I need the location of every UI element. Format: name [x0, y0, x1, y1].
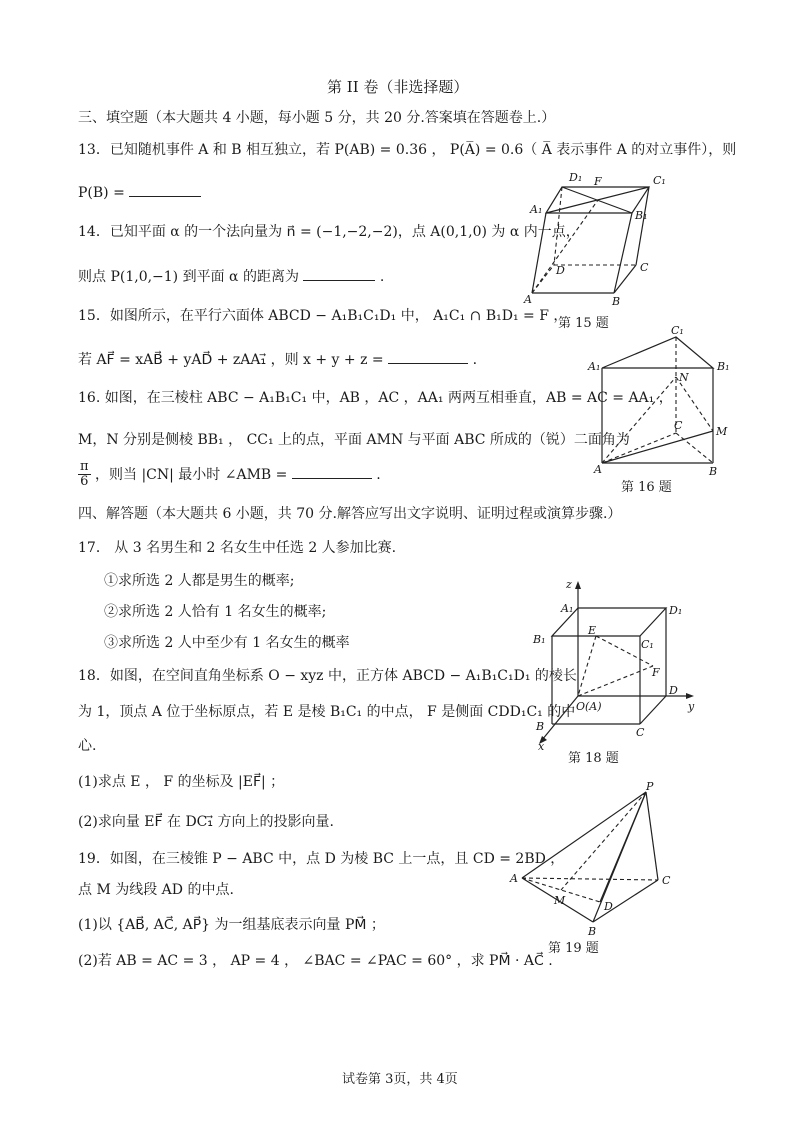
- fig16-label-B: B: [709, 465, 718, 478]
- fig16-label-M: M: [716, 425, 728, 438]
- fig15-label-C: C: [640, 261, 649, 274]
- figure-16-prism: [588, 325, 738, 495]
- q14-line2: 则点 P(1,0,−1) 到平面 α 的距离为 .: [78, 266, 384, 286]
- fig19-edge-PC: [646, 792, 658, 880]
- fig18-label-D1: D₁: [669, 604, 683, 617]
- q16-line3: $\frac{\pi}{6}$ ，则当 |CN| 最小时 ∠AMB = .: [80, 459, 381, 490]
- fig16-top-face: [602, 337, 713, 368]
- fig18-z-arrow-icon: [575, 581, 581, 589]
- fig15-diag-B1D1: [562, 187, 632, 213]
- q16-prefix: ，则当 |CN| 最小时 ∠AMB =: [95, 466, 288, 483]
- fig19-segment-PM: [561, 792, 646, 890]
- fig18-label-C: C: [636, 726, 645, 739]
- q16-line2: M，N 分别是侧棱 BB₁ ， CC₁ 上的点，平面 AMN 与平面 ABC 所成的（锐）二面角为: [78, 432, 630, 448]
- fig16-caption: 第 16 题: [621, 480, 672, 495]
- fig16-label-C: C: [674, 419, 683, 432]
- fig19-label-B: B: [588, 925, 597, 938]
- fig16-label-A1: A₁: [588, 360, 601, 373]
- q18-sub2: (2)求向量 EF⃗ 在 DC₁⃗ 方向上的投影向量.: [78, 814, 334, 830]
- q17-stem: 17． 从 3 名男生和 2 名女生中任选 2 人参加比赛.: [78, 540, 397, 556]
- fig18-segment-AF: [578, 666, 653, 696]
- q13-prefix: P(B) =: [78, 185, 125, 201]
- part4-heading: 四、解答题（本大题共 6 小题，共 70 分.解答应写出文字说明、证明过程或演算步骤.）: [78, 506, 622, 522]
- fig15-label-F: F: [594, 175, 602, 188]
- q19-line2: 点 M 为线段 AD 的中点.: [78, 882, 234, 898]
- fig16-label-B1: B₁: [717, 360, 730, 373]
- fig19-label-D: D: [604, 900, 613, 913]
- q18-line1: 18．如图，在空间直角坐标系 O − xyz 中，正方体 ABCD − A₁B₁C₁D₁ 的棱长: [78, 668, 577, 684]
- q15-line1: 15．如图所示，在平行六面体 ABCD − A₁B₁C₁D₁ 中， A₁C₁ ∩ B₁D₁ = F ，: [78, 308, 568, 324]
- q18-line3: 心.: [78, 738, 97, 754]
- fig18-label-x: x: [538, 740, 545, 753]
- q16-frac-num: π: [80, 459, 89, 474]
- fig16-edge-AC: [602, 433, 676, 463]
- fig18-label-E: E: [588, 624, 597, 637]
- q18-line2: 为 1，顶点 A 位于坐标原点，若 E 是棱 B₁C₁ 的中点， F 是侧面 CDD₁C₁ 的中: [78, 704, 576, 720]
- part3-heading: 三、填空题（本大题共 4 小题，每小题 5 分，共 20 分.答案填在答题卷上.）: [78, 110, 556, 126]
- fig15-label-D: D: [556, 264, 565, 277]
- figure-15-parallelepiped: [514, 165, 664, 335]
- fig18-label-B1: B₁: [533, 633, 546, 646]
- fig18-caption: 第 18 题: [568, 751, 619, 766]
- fig18-label-y: y: [688, 700, 695, 713]
- figure-18-cube: [528, 578, 703, 768]
- fig18-label-B: B: [536, 720, 545, 733]
- fig15-label-A1: A₁: [530, 203, 543, 216]
- fig19-caption: 第 19 题: [548, 941, 599, 956]
- section-title: 第 II 卷（非选择题）: [327, 78, 469, 96]
- fig15-label-D1: D₁: [569, 171, 583, 184]
- figure-19-pyramid: [508, 780, 688, 958]
- fig18-edge-CD: [640, 696, 666, 724]
- fig18-label-O: O(A): [576, 700, 602, 713]
- fig19-edge-AC: [522, 878, 658, 880]
- q17-sub2: ②求所选 2 人恰有 1 名女生的概率;: [104, 604, 327, 620]
- q19-sub2: (2)若 AB = AC = 3 ， AP = 4 ， ∠BAC = ∠PAC = 60° ，求 PM⃗ · AC⃗ .: [78, 953, 553, 969]
- q14-line1: 14．已知平面 α 的一个法向量为 n⃗ = (−1,−2,−2)，点 A(0,1,0) 为 α 内一点，: [78, 224, 580, 240]
- fig16-label-N: N: [679, 371, 689, 384]
- q13-line1: 13．已知随机事件 A 和 B 相互独立，若 P(AB) = 0.36 ， P(A̅) = 0.6（ A̅ 表示事件 A 的对立事件），则: [78, 142, 737, 158]
- fig15-label-B1: B₁: [635, 209, 648, 222]
- q16-fraction: [78, 460, 91, 490]
- q15-line2: 若 AF⃗ = xAB⃗ + yAD⃗ + zAA₁⃗ ，则 x + y + z = .: [78, 349, 477, 369]
- fig19-label-P: P: [646, 780, 654, 793]
- page-footer: 试卷第 3页，共 4页: [342, 1072, 458, 1087]
- fig19-label-A: A: [510, 872, 518, 885]
- q16-line1: 16. 如图，在三棱柱 ABC − A₁B₁C₁ 中，AB ，AC ，AA₁ 两两互相垂直，AB = AC = AA₁ ，: [78, 390, 673, 406]
- fig15-label-C1: C₁: [653, 174, 666, 187]
- fig16-label-A: A: [594, 463, 602, 476]
- fig16-segment-AN: [602, 377, 676, 463]
- q18-sub1: (1)求点 E ， F 的坐标及 |EF⃗| ；: [78, 774, 285, 790]
- fig16-edge-CB: [676, 433, 713, 463]
- fig18-x-axis: [542, 696, 578, 740]
- q19-sub1: (1)以 {AB⃗, AC⃗, AP⃗} 为一组基底表示向量 PM⃗ ；: [78, 917, 385, 933]
- fig18-label-C1: C₁: [641, 638, 654, 651]
- fig16-label-C1: C₁: [671, 324, 684, 337]
- fig19-edge-BC: [593, 880, 658, 922]
- fig15-edge-A1A: [532, 213, 546, 293]
- q17-sub3: ③求所选 2 人中至少有 1 名女生的概率: [104, 635, 350, 651]
- fig15-edge-AD: [532, 265, 554, 293]
- fig15-label-A: A: [524, 293, 532, 306]
- fig15-caption: 第 15 题: [558, 316, 609, 331]
- q13-answer-blank[interactable]: [129, 182, 201, 197]
- fig19-label-C: C: [662, 874, 671, 887]
- q19-line1: 19．如图，在三棱锥 P − ABC 中，点 D 为棱 BC 上一点，且 CD = 2BD ，: [78, 851, 565, 867]
- fig18-label-A1: A₁: [561, 602, 574, 615]
- fig18-label-F: F: [652, 666, 660, 679]
- q13-line2: [78, 182, 201, 202]
- fig15-label-B: B: [612, 295, 621, 308]
- fig15-edge-C1C: [636, 187, 649, 265]
- q14-answer-blank[interactable]: [303, 266, 375, 281]
- q14-prefix: 则点 P(1,0,−1) 到平面 α 的距离为: [78, 269, 299, 285]
- fig16-segment-AM: [602, 431, 713, 463]
- fig18-label-z: z: [566, 578, 572, 591]
- q16-answer-blank[interactable]: [292, 464, 372, 479]
- q17-sub1: ①求所选 2 人都是男生的概率;: [104, 573, 295, 589]
- fig19-label-M: M: [554, 894, 566, 907]
- fig18-y-arrow-icon: [686, 693, 694, 699]
- q16-frac-den: 6: [80, 474, 89, 490]
- fig18-segment-EA: [578, 636, 596, 696]
- fig18-label-D: D: [669, 684, 678, 697]
- q15-answer-blank[interactable]: [388, 349, 468, 364]
- q15-prefix: 若 AF⃗ = xAB⃗ + yAD⃗ + zAA₁⃗ ，则 x + y + z =: [78, 352, 384, 368]
